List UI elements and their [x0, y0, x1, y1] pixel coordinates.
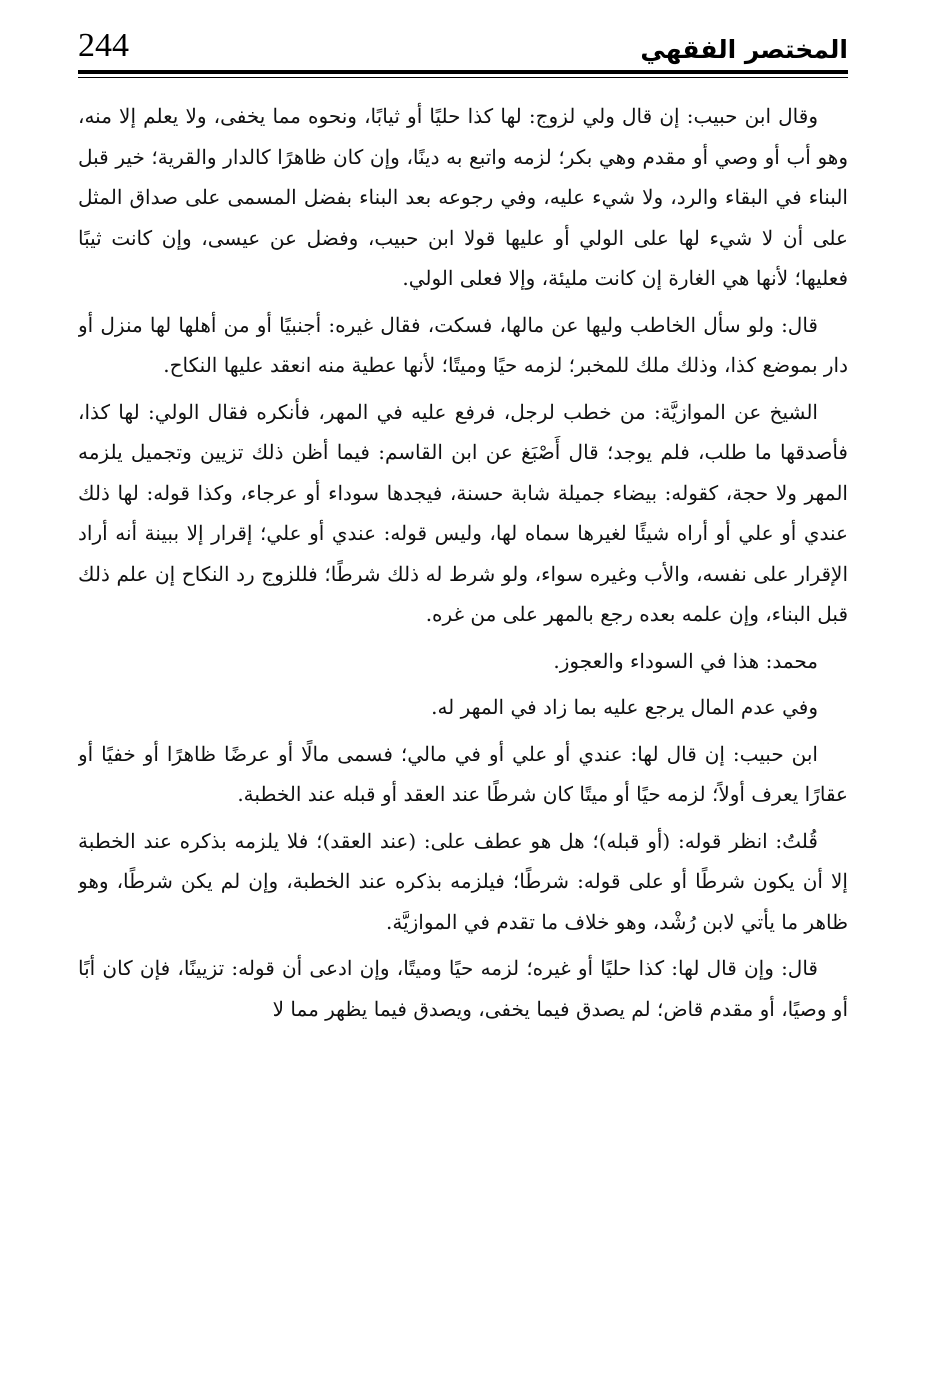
- paragraph-ibn-habib-walis-statement: وقال ابن حبيب: إن قال ولي لزوج: لها كذا حليًا أو ثيابًا، ونحوه مما يخفى، ولا يعلم إلا منه، وهو أب أو وصي أو مقدم وهي بكر؛ لزمه واتبع به دينًا، وإن كان ظاهرًا كالدار والقرية؛ خير قبل البناء في البقاء والرد، ولا شيء عليه، وفي رجوعه بعد البناء بفضل المسمى على صداق المثل على أن لا شيء لها على الولي أو عليها قولا ابن حبيب، وفضل عن عيسى، وإن كانت ثيبًا فعليها؛ لأنها هي الغارة إن كانت مليئة، وإلا فعلى الولي.: [78, 104, 848, 290]
- paragraph-muhammad: محمد: هذا في السوداء والعجوز.: [553, 648, 818, 673]
- page-number: 244: [78, 27, 129, 64]
- paragraph-qultu: قُلتُ: انظر قوله: (أو قبله)؛ هل هو عطف على: (عند العقد)؛ فلا يلزمه بذكره عند الخطبة إلا أن يكون شرطًا أو على قوله: شرطًا؛ فيلزمه بذكره عند الخطبة، وإن لم يكن شرطًا، وهو ظاهر ما يأتي لابن رُشْد، وهو خلاف ما تقدم في الموازيَّة.: [78, 828, 848, 934]
- body-text: [78, 96, 848, 1376]
- page-header: [78, 22, 848, 70]
- running-title: المختصر الفقهي: [640, 35, 848, 64]
- paragraph-qala-hulyan: قال: وإن قال لها: كذا حليًا أو غيره؛ لزمه حيًا وميتًا، وإن ادعى أن قوله: تزيينًا، فإن كان أبًا أو وصيًا، أو مقدم قاض؛ لم يصدق فيما يخفى، ويصدق فيما يظهر مما لا: [78, 956, 848, 1021]
- paragraph-suitor-asks-wali: قال: ولو سأل الخاطب وليها عن مالها، فسكت، فقال غيره: أجنبيًا أو من أهلها لها منزل أو دار بموضع كذا، وذلك ملك للمخبر؛ لزمه حيًا وميتًا؛ لأنها عطية منه انعقد عليها النكاح.: [78, 312, 848, 377]
- paragraph-shaykh-mawaziyya: الشيخ عن الموازيَّة: من خطب لرجل، فرفع عليه في المهر، فأنكره فقال الولي: لها كذا، فأصدقها ما طلب، فلم يوجد؛ قال أَصْبَغ عن ابن القاسم: فيما أظن ذلك تزيين وتجميل يلزمه المهر ولا حجة، كقوله: بيضاء جميلة شابة حسنة، فيجدها سوداء أو عرجاء، وكذا قوله: لها ذلك عندي أو علي أو أراه شيئًا لغيرها سماه لها، وليس قوله: عندي أو علي؛ إقرار إلا ببينة أنه أراد الإقرار على نفسه، والأب وغيره سواء، ولو شرط له ذلك شرطًا؛ فللزوج رد النكاح إن علم ذلك قبل البناء، وإن علمه بعده رجع بالمهر على من غره.: [78, 399, 848, 626]
- paragraph-lack-of-wealth: وفي عدم المال يرجع عليه بما زاد في المهر له.: [431, 695, 818, 719]
- header-rule-thick: [78, 70, 848, 74]
- paragraph-ibn-habib-indi-or-alayya: ابن حبيب: إن قال لها: عندي أو علي أو في مالي؛ فسمى مالًا أو عرضًا ظاهرًا أو خفيًا أو عقارًا يعرف أولاً؛ لزمه حيًا أو ميتًا كان شرطًا عند العقد أو قبله عند الخطبة.: [78, 741, 848, 806]
- header-rule-thin: [78, 77, 848, 78]
